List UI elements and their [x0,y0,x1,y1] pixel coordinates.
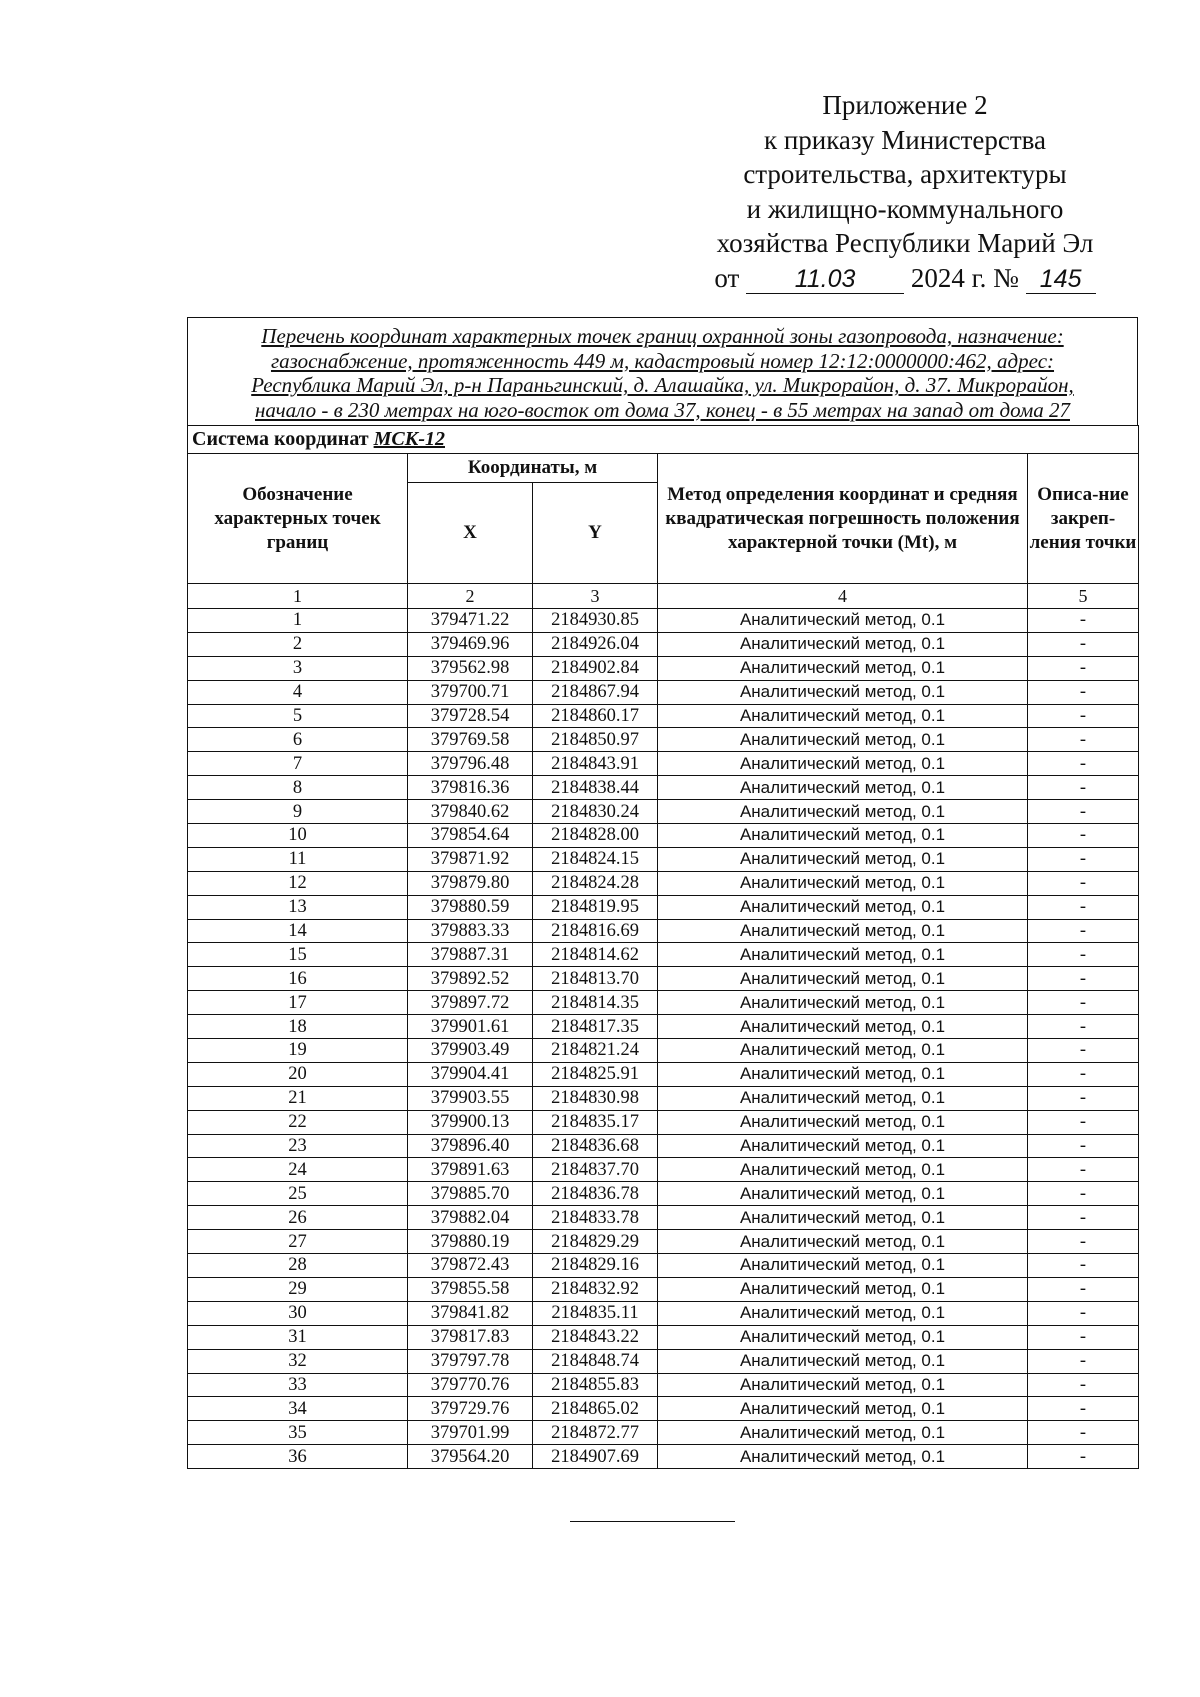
x-coordinate-cell: 379471.22 [408,609,533,633]
method-cell: Аналитический метод, 0.1 [658,1110,1028,1134]
description-cell: - [1028,800,1139,824]
description-cell: - [1028,1206,1139,1230]
point-number-cell: 5 [188,704,408,728]
ministry-name-line-2: и жилищно-коммунального [746,193,1064,224]
table-row [188,1086,1139,1110]
point-number-cell: 34 [188,1397,408,1421]
table-row [188,704,1139,728]
point-number-cell: 4 [188,680,408,704]
y-coordinate-cell: 2184930.85 [533,609,658,633]
method-cell: Аналитический метод, 0.1 [658,1277,1028,1301]
y-coordinate-cell: 2184855.83 [533,1373,658,1397]
method-cell: Аналитический метод, 0.1 [658,1015,1028,1039]
point-number-cell: 13 [188,895,408,919]
method-cell: Аналитический метод, 0.1 [658,752,1028,776]
point-number-cell: 30 [188,1301,408,1325]
y-coordinate-cell: 2184829.16 [533,1254,658,1278]
table-row [188,1421,1139,1445]
table-row [188,1062,1139,1086]
point-number-cell: 24 [188,1158,408,1182]
point-number-cell: 12 [188,871,408,895]
x-coordinate-cell: 379903.49 [408,1039,533,1063]
order-reference-line: к приказу Министерства [763,124,1047,155]
method-cell: Аналитический метод, 0.1 [658,1158,1028,1182]
method-cell: Аналитический метод, 0.1 [658,656,1028,680]
method-cell: Аналитический метод, 0.1 [658,847,1028,871]
table-row [188,1110,1139,1134]
y-coordinate-cell: 2184843.22 [533,1325,658,1349]
y-coordinate-cell: 2184825.91 [533,1062,658,1086]
point-number-cell: 22 [188,1110,408,1134]
y-coordinate-cell: 2184850.97 [533,728,658,752]
x-coordinate-cell: 379880.19 [408,1230,533,1254]
table-row [188,656,1139,680]
method-cell: Аналитический метод, 0.1 [658,1206,1028,1230]
y-coordinate-cell: 2184838.44 [533,776,658,800]
x-coordinate-cell: 379469.96 [408,632,533,656]
method-cell: Аналитический метод, 0.1 [658,1062,1028,1086]
description-cell: - [1028,1182,1139,1206]
description-cell: - [1028,991,1139,1015]
description-cell: - [1028,1015,1139,1039]
point-number-cell: 31 [188,1325,408,1349]
description-cell: - [1028,895,1139,919]
x-coordinate-cell: 379797.78 [408,1349,533,1373]
description-cell: - [1028,1349,1139,1373]
table-row [188,991,1139,1015]
description-cell: - [1028,943,1139,967]
point-number-cell: 33 [188,1373,408,1397]
x-coordinate-cell: 379816.36 [408,776,533,800]
table-row [188,824,1139,848]
description-cell: - [1028,1158,1139,1182]
table-row [188,1373,1139,1397]
point-number-cell: 26 [188,1206,408,1230]
table-row [188,847,1139,871]
x-coordinate-cell: 379701.99 [408,1421,533,1445]
table-row [188,871,1139,895]
end-divider [570,1521,735,1522]
y-coordinate-cell: 2184867.94 [533,680,658,704]
method-cell: Аналитический метод, 0.1 [658,704,1028,728]
x-coordinate-cell: 379817.83 [408,1325,533,1349]
method-cell: Аналитический метод, 0.1 [658,800,1028,824]
x-coordinate-cell: 379897.72 [408,991,533,1015]
method-cell: Аналитический метод, 0.1 [658,967,1028,991]
coordinates-table [187,425,1139,1469]
method-cell: Аналитический метод, 0.1 [658,871,1028,895]
y-coordinate-cell: 2184848.74 [533,1349,658,1373]
coordinate-system-value: МСК-12 [373,428,445,450]
table-row [188,1230,1139,1254]
point-number-cell: 1 [188,609,408,633]
method-cell: Аналитический метод, 0.1 [658,680,1028,704]
description-cell: - [1028,776,1139,800]
method-cell: Аналитический метод, 0.1 [658,1182,1028,1206]
table-row [188,1277,1139,1301]
method-cell: Аналитический метод, 0.1 [658,1301,1028,1325]
coordinate-system-row [188,426,1139,454]
y-coordinate-cell: 2184821.24 [533,1039,658,1063]
method-cell: Аналитический метод, 0.1 [658,1230,1028,1254]
table-row [188,1015,1139,1039]
y-coordinate-cell: 2184835.17 [533,1110,658,1134]
x-coordinate-cell: 379885.70 [408,1182,533,1206]
column-header-description: Описа-ние закреп-ления точки [1028,454,1139,584]
x-coordinate-cell: 379769.58 [408,728,533,752]
point-number-cell: 17 [188,991,408,1015]
x-coordinate-cell: 379900.13 [408,1110,533,1134]
column-index: 3 [533,584,658,609]
coordinates-body [188,609,1139,1469]
x-coordinate-cell: 379728.54 [408,704,533,728]
point-number-cell: 19 [188,1039,408,1063]
coordinate-system-label: Система координат [192,428,369,450]
y-coordinate-cell: 2184817.35 [533,1015,658,1039]
point-number-cell: 29 [188,1277,408,1301]
description-cell: - [1028,1301,1139,1325]
y-coordinate-cell: 2184860.17 [533,704,658,728]
description-cell: - [1028,1134,1139,1158]
y-coordinate-cell: 2184816.69 [533,919,658,943]
y-coordinate-cell: 2184837.70 [533,1158,658,1182]
table-title-line: Перечень координат характерных точек границ охранной зоны газопровода, назначение: [261,324,1064,348]
x-coordinate-cell: 379901.61 [408,1015,533,1039]
table-row [188,1039,1139,1063]
method-cell: Аналитический метод, 0.1 [658,991,1028,1015]
y-coordinate-cell: 2184828.00 [533,824,658,848]
table-row [188,728,1139,752]
column-header-coords: Координаты, м [408,454,658,483]
table-row [188,632,1139,656]
method-cell: Аналитический метод, 0.1 [658,1086,1028,1110]
description-cell: - [1028,728,1139,752]
x-coordinate-cell: 379903.55 [408,1086,533,1110]
method-cell: Аналитический метод, 0.1 [658,1445,1028,1469]
ministry-name-line-1: строительства, архитектуры [743,159,1067,189]
table-row [188,609,1139,633]
method-cell: Аналитический метод, 0.1 [658,632,1028,656]
description-cell: - [1028,1421,1139,1445]
y-coordinate-cell: 2184902.84 [533,656,658,680]
method-cell: Аналитический метод, 0.1 [658,728,1028,752]
description-cell: - [1028,680,1139,704]
point-number-cell: 14 [188,919,408,943]
x-coordinate-cell: 379700.71 [408,680,533,704]
point-number-cell: 6 [188,728,408,752]
y-coordinate-cell: 2184819.95 [533,895,658,919]
table-row [188,895,1139,919]
x-coordinate-cell: 379904.41 [408,1062,533,1086]
point-number-cell: 23 [188,1134,408,1158]
method-cell: Аналитический метод, 0.1 [658,1373,1028,1397]
table-row [188,919,1139,943]
point-number-cell: 10 [188,824,408,848]
x-coordinate-cell: 379882.04 [408,1206,533,1230]
order-year-label: 2024 г. № [910,262,1019,293]
point-number-cell: 8 [188,776,408,800]
column-index-row [188,584,1139,609]
point-number-cell: 32 [188,1349,408,1373]
description-cell: - [1028,1373,1139,1397]
method-cell: Аналитический метод, 0.1 [658,1349,1028,1373]
description-cell: - [1028,1062,1139,1086]
method-cell: Аналитический метод, 0.1 [658,1039,1028,1063]
table-row [188,1206,1139,1230]
description-cell: - [1028,1445,1139,1469]
description-cell: - [1028,824,1139,848]
method-cell: Аналитический метод, 0.1 [658,609,1028,633]
from-label: от [714,262,740,293]
table-row [188,967,1139,991]
table-row [188,752,1139,776]
description-cell: - [1028,1039,1139,1063]
method-cell: Аналитический метод, 0.1 [658,943,1028,967]
x-coordinate-cell: 379841.82 [408,1301,533,1325]
y-coordinate-cell: 2184813.70 [533,967,658,991]
y-coordinate-cell: 2184824.15 [533,847,658,871]
table-row [188,1349,1139,1373]
point-number-cell: 25 [188,1182,408,1206]
order-number: 145 [1026,265,1096,294]
point-number-cell: 28 [188,1254,408,1278]
method-cell: Аналитический метод, 0.1 [658,1397,1028,1421]
x-coordinate-cell: 379880.59 [408,895,533,919]
appendix-header [690,88,1120,295]
description-cell: - [1028,1397,1139,1421]
description-cell: - [1028,1325,1139,1349]
appendix-title: Приложение 2 [822,90,988,120]
ministry-name-line-3: хозяйства Республики Марий Эл [716,228,1094,258]
y-coordinate-cell: 2184836.78 [533,1182,658,1206]
point-number-cell: 7 [188,752,408,776]
y-coordinate-cell: 2184814.62 [533,943,658,967]
x-coordinate-cell: 379840.62 [408,800,533,824]
x-coordinate-cell: 379562.98 [408,656,533,680]
y-coordinate-cell: 2184835.11 [533,1301,658,1325]
x-coordinate-cell: 379896.40 [408,1134,533,1158]
y-coordinate-cell: 2184830.24 [533,800,658,824]
y-coordinate-cell: 2184865.02 [533,1397,658,1421]
column-header-point: Обозначение характерных точек границ [188,454,408,584]
table-row [188,1182,1139,1206]
y-coordinate-cell: 2184830.98 [533,1086,658,1110]
method-cell: Аналитический метод, 0.1 [658,1325,1028,1349]
description-cell: - [1028,1277,1139,1301]
x-coordinate-cell: 379729.76 [408,1397,533,1421]
description-cell: - [1028,704,1139,728]
table-row [188,1445,1139,1469]
y-coordinate-cell: 2184833.78 [533,1206,658,1230]
y-coordinate-cell: 2184829.29 [533,1230,658,1254]
y-coordinate-cell: 2184836.68 [533,1134,658,1158]
table-row [188,1325,1139,1349]
x-coordinate-cell: 379879.80 [408,871,533,895]
description-cell: - [1028,656,1139,680]
y-coordinate-cell: 2184872.77 [533,1421,658,1445]
column-index: 5 [1028,584,1139,609]
table-title-line: газоснабжение, протяженность 449 м, кадастровый номер 12:12:0000000:462, адрес: [270,348,1055,373]
description-cell: - [1028,919,1139,943]
x-coordinate-cell: 379883.33 [408,919,533,943]
x-coordinate-cell: 379770.76 [408,1373,533,1397]
table-row [188,680,1139,704]
order-date-line [690,261,1120,296]
description-cell: - [1028,1254,1139,1278]
method-cell: Аналитический метод, 0.1 [658,895,1028,919]
y-coordinate-cell: 2184824.28 [533,871,658,895]
order-date: 11.03 [746,265,904,294]
column-index: 1 [188,584,408,609]
column-index: 4 [658,584,1028,609]
point-number-cell: 35 [188,1421,408,1445]
description-cell: - [1028,1110,1139,1134]
point-number-cell: 15 [188,943,408,967]
y-coordinate-cell: 2184926.04 [533,632,658,656]
point-number-cell: 21 [188,1086,408,1110]
table-row [188,1134,1139,1158]
point-number-cell: 3 [188,656,408,680]
x-coordinate-cell: 379887.31 [408,943,533,967]
x-coordinate-cell: 379854.64 [408,824,533,848]
table-title-line: начало - в 230 метрах на юго-восток от дома 37, конец - в 55 метрах на запад от дома 27 [255,397,1070,422]
x-coordinate-cell: 379892.52 [408,967,533,991]
table-row [188,943,1139,967]
method-cell: Аналитический метод, 0.1 [658,1134,1028,1158]
description-cell: - [1028,967,1139,991]
x-coordinate-cell: 379872.43 [408,1254,533,1278]
table-row [188,1158,1139,1182]
column-header-x: X [408,483,533,584]
description-cell: - [1028,847,1139,871]
description-cell: - [1028,609,1139,633]
y-coordinate-cell: 2184843.91 [533,752,658,776]
table-row [188,1397,1139,1421]
description-cell: - [1028,632,1139,656]
table-row [188,1301,1139,1325]
point-number-cell: 27 [188,1230,408,1254]
point-number-cell: 9 [188,800,408,824]
column-header-method: Метод определения координат и средняя квадратическая погрешность положения характерной точки (Mt), м [658,454,1028,584]
table-row [188,1254,1139,1278]
method-cell: Аналитический метод, 0.1 [658,1254,1028,1278]
method-cell: Аналитический метод, 0.1 [658,1421,1028,1445]
table-row [188,800,1139,824]
description-cell: - [1028,752,1139,776]
point-number-cell: 20 [188,1062,408,1086]
description-cell: - [1028,871,1139,895]
x-coordinate-cell: 379564.20 [408,1445,533,1469]
method-cell: Аналитический метод, 0.1 [658,824,1028,848]
point-number-cell: 36 [188,1445,408,1469]
x-coordinate-cell: 379855.58 [408,1277,533,1301]
description-cell: - [1028,1230,1139,1254]
point-number-cell: 18 [188,1015,408,1039]
x-coordinate-cell: 379796.48 [408,752,533,776]
table-row [188,776,1139,800]
column-index: 2 [408,584,533,609]
column-header-y: Y [533,483,658,584]
y-coordinate-cell: 2184907.69 [533,1445,658,1469]
table-title-box [187,317,1138,425]
y-coordinate-cell: 2184832.92 [533,1277,658,1301]
point-number-cell: 11 [188,847,408,871]
method-cell: Аналитический метод, 0.1 [658,776,1028,800]
x-coordinate-cell: 379871.92 [408,847,533,871]
table-title-line: Республика Марий Эл, р-н Параньгинский, д. Алашайка, ул. Микрорайон, д. 37. Микрорайон, [251,373,1074,397]
point-number-cell: 16 [188,967,408,991]
method-cell: Аналитический метод, 0.1 [658,919,1028,943]
point-number-cell: 2 [188,632,408,656]
description-cell: - [1028,1086,1139,1110]
y-coordinate-cell: 2184814.35 [533,991,658,1015]
x-coordinate-cell: 379891.63 [408,1158,533,1182]
